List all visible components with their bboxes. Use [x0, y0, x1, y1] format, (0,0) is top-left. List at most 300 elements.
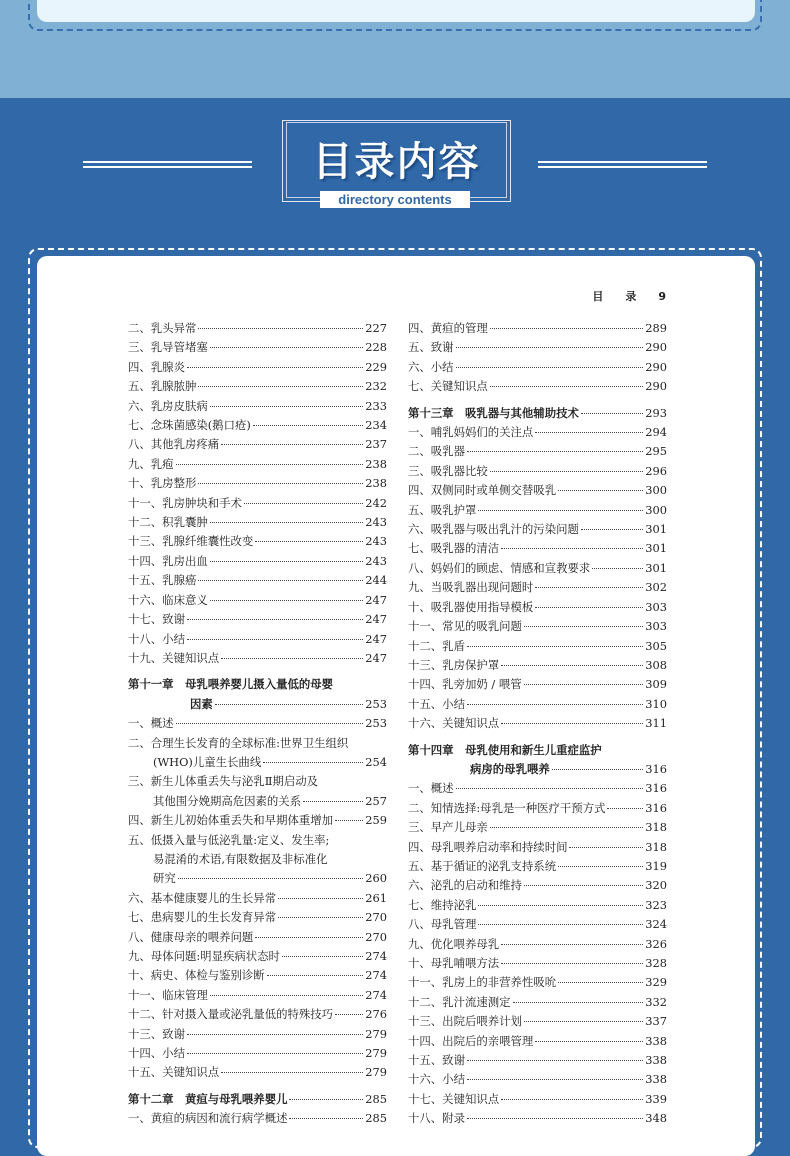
toc-entry [128, 494, 387, 513]
toc-entry-title: 五、乳腺脓肿 [128, 379, 197, 394]
dot-leader [552, 769, 644, 770]
toc-line [128, 513, 387, 532]
toc-entry-title: 二、知情选择:母乳是一种医疗干预方式 [408, 800, 606, 815]
toc-line [408, 799, 667, 818]
toc-line [408, 695, 667, 714]
toc-entry-title: 四、乳腺炎 [128, 359, 185, 374]
toc-line [408, 1051, 667, 1070]
toc-line [408, 656, 667, 675]
toc-page-number: 229 [365, 359, 387, 374]
toc-entry [128, 474, 387, 493]
toc-line [128, 1025, 387, 1044]
toc-line [128, 610, 387, 629]
toc-entry [128, 1109, 387, 1128]
toc-entry [128, 610, 387, 629]
dot-leader [198, 483, 363, 484]
toc-line [128, 1044, 387, 1063]
toc-line [408, 1012, 667, 1031]
toc-entry-title: 十三、乳房保护罩 [408, 657, 500, 672]
toc-entry-title: 八、其他乳房疼痛 [128, 437, 220, 452]
dot-leader [187, 367, 363, 368]
toc-entry [128, 513, 387, 532]
toc-entry [408, 598, 667, 617]
toc-page-number: 338 [645, 1053, 667, 1068]
toc-entry [128, 908, 387, 927]
toc-page-number: 274 [365, 949, 387, 963]
toc-line [408, 358, 667, 377]
toc-line [408, 462, 667, 481]
toc-entry [408, 559, 667, 578]
dot-leader [335, 820, 363, 821]
dot-leader [221, 444, 363, 445]
toc-entry-title: 十五、乳腺癌 [128, 573, 197, 588]
toc-line [408, 954, 667, 973]
toc-line [128, 397, 387, 416]
dot-leader [490, 328, 644, 329]
toc-line [128, 532, 387, 551]
toc-entry-title: 十九、关键知识点 [128, 650, 220, 665]
toc-page-number: 328 [645, 956, 667, 970]
toc-entry-title: 六、泌乳的启动和维持 [408, 878, 522, 893]
dot-leader [501, 665, 643, 666]
toc-line [128, 571, 387, 590]
toc-page-number: 247 [365, 592, 387, 607]
toc-line [408, 714, 667, 733]
toc-entry-title: 十二、乳盾 [408, 638, 465, 653]
dot-leader [210, 406, 364, 407]
toc-entry-title: 九、母体问题:明显疾病状态时 [128, 949, 280, 963]
dot-leader [478, 905, 643, 906]
toc-entry-title: 十二、乳汁流速测定 [408, 994, 511, 1009]
toc-page-number: 247 [365, 650, 387, 665]
dot-leader [263, 762, 363, 763]
toc-line [128, 734, 387, 753]
toc-page-number: 295 [645, 444, 667, 459]
toc-line [408, 741, 667, 760]
toc-page-number: 254 [365, 754, 387, 769]
toc-entry [128, 532, 387, 551]
toc-entry-title: 九、当吸乳器出现问题时 [408, 580, 534, 595]
toc-page-number: 309 [645, 677, 667, 692]
toc-entry [408, 319, 667, 338]
toc-entry-title: 易混淆的术语,有限数据及非标准化 [153, 851, 328, 866]
dot-leader [210, 561, 364, 562]
dot-leader [467, 646, 643, 647]
toc-page-number: 276 [365, 1007, 387, 1022]
toc-entry [408, 973, 667, 992]
toc-entry-title: 十三、致谢 [128, 1026, 185, 1041]
dot-leader [501, 963, 643, 964]
toc-page-number: 244 [365, 573, 387, 588]
dot-leader [178, 878, 363, 879]
toc-line [128, 494, 387, 513]
toc-entry [128, 1044, 387, 1063]
toc-page-number: 228 [365, 340, 387, 355]
toc-line [128, 1090, 387, 1109]
toc-entry-title: 十四、乳房出血 [128, 553, 208, 568]
toc-line [128, 591, 387, 610]
toc-entry-title: 十一、临床管理 [128, 987, 208, 1002]
toc-entry [408, 714, 667, 733]
toc-page-number: 247 [365, 612, 387, 627]
toc-page-number: 303 [645, 619, 667, 634]
dot-leader [581, 529, 643, 530]
toc-line [128, 675, 387, 694]
toc-entry [128, 811, 387, 830]
toc-entry-title: 三、早产儿母亲 [408, 820, 488, 835]
toc-page-number: 270 [365, 910, 387, 925]
toc-entry [128, 966, 387, 985]
toc-page-number: 348 [645, 1111, 667, 1126]
dot-leader [176, 723, 364, 724]
toc-entry [128, 1025, 387, 1044]
toc-entry-title: 四、母乳喂养启动率和持续时间 [408, 839, 568, 854]
toc-entry-title: 十五、关键知识点 [128, 1065, 220, 1080]
toc-entry-title: 五、低摄入量与低泌乳量:定义、发生率; [128, 832, 330, 847]
toc-entry [408, 539, 667, 558]
dot-leader [210, 600, 364, 601]
toc-line [408, 539, 667, 558]
toc-page-number: 319 [645, 858, 667, 873]
toc-line [408, 404, 667, 423]
toc-page-number: 247 [365, 631, 387, 646]
toc-entry [128, 889, 387, 908]
dot-leader [244, 503, 363, 504]
toc-entry-title: 十八、小结 [128, 631, 185, 646]
toc-page-number: 316 [645, 761, 667, 776]
section-title: 目录内容 [312, 139, 481, 185]
toc-page-number: 238 [365, 476, 387, 491]
dot-leader [267, 975, 364, 976]
toc-line [128, 416, 387, 435]
toc-page-number: 279 [365, 1065, 387, 1080]
dot-leader [335, 1014, 363, 1015]
toc-line [128, 850, 387, 869]
toc-entry [408, 1051, 667, 1070]
toc-entry [408, 442, 667, 461]
toc-page-number: 329 [645, 975, 667, 990]
dot-leader [187, 639, 363, 640]
toc-entry [128, 455, 387, 474]
toc-entry-title: 十四、乳旁加奶 / 喂管 [408, 677, 522, 692]
toc-page-number: 294 [645, 425, 667, 440]
toc-line [408, 481, 667, 500]
toc-line [408, 442, 667, 461]
toc-entry-title: 十六、小结 [408, 1072, 465, 1087]
toc-page-number: 320 [645, 878, 667, 893]
toc-entry-title: 十三、出院后喂养计划 [408, 1014, 522, 1029]
toc-page-number: 300 [645, 483, 667, 498]
dot-leader [478, 924, 643, 925]
dot-leader [176, 464, 364, 465]
toc-entry-title: 五、基于循证的泌乳支持系统 [408, 858, 557, 873]
toc-entry [408, 857, 667, 876]
toc-entry [128, 338, 387, 357]
toc-entry [408, 675, 667, 694]
toc-page-number: 311 [645, 716, 667, 731]
dot-leader [456, 347, 644, 348]
toc-page-number: 290 [645, 359, 667, 374]
toc-line [408, 1090, 667, 1109]
toc-entry-title: 四、双侧同时或单侧交替吸乳 [408, 483, 557, 498]
toc-line [408, 598, 667, 617]
toc-line [128, 792, 387, 811]
toc-entry [128, 591, 387, 610]
toc-page-number: 302 [645, 580, 667, 595]
toc-entry-title: 五、致谢 [408, 340, 454, 355]
toc-entry-title: 十五、小结 [408, 696, 465, 711]
dot-leader [524, 684, 644, 685]
toc-entry-title: 一、黄疸的病因和流行病学概述 [128, 1111, 288, 1126]
dot-leader [221, 1072, 363, 1073]
toc-page-number: 316 [645, 800, 667, 815]
toc-entry [408, 617, 667, 636]
toc-entry-title: 七、念珠菌感染(鹅口疮) [128, 418, 251, 433]
toc-page-number: 337 [645, 1014, 667, 1029]
toc-entry [128, 1005, 387, 1024]
toc-line [128, 474, 387, 493]
toc-entry [128, 416, 387, 435]
toc-entry [408, 818, 667, 837]
toc-line [408, 1070, 667, 1089]
toc-entry [408, 915, 667, 934]
toc-entry-title: 十、病史、体检与鉴别诊断 [128, 968, 265, 983]
dot-leader [467, 451, 643, 452]
dot-leader [467, 1060, 643, 1061]
toc-entry [408, 520, 667, 539]
toc-page-number: 279 [365, 1026, 387, 1041]
toc-entry-title: 其他围分娩期高危因素的关系 [153, 793, 302, 808]
dot-leader [210, 347, 364, 348]
toc-line [128, 753, 387, 772]
toc-entry-title: 三、吸乳器比较 [408, 463, 488, 478]
toc-entry-title: 十一、乳房肿块和手术 [128, 495, 242, 510]
toc-line [408, 760, 667, 779]
toc-page-number: 233 [365, 398, 387, 413]
toc-page-number: 259 [365, 813, 387, 828]
dot-leader [303, 801, 363, 802]
toc-entry-title: 二、合理生长发育的全球标准:世界卫生组织 [128, 735, 349, 750]
toc-line [408, 876, 667, 895]
toc-line [408, 993, 667, 1012]
toc-entry [128, 928, 387, 947]
toc-page-number: 279 [365, 1046, 387, 1061]
dot-leader [278, 917, 363, 918]
toc-entry [408, 896, 667, 915]
toc-line [408, 423, 667, 442]
toc-entry [408, 993, 667, 1012]
toc-page-number: 285 [365, 1091, 387, 1106]
toc-page-number: 316 [645, 781, 667, 796]
toc-entry-title: 第十四章 母乳使用和新生儿重症监护 [408, 742, 602, 757]
dot-leader [187, 1034, 363, 1035]
toc-entry [408, 935, 667, 954]
toc-page-number: 242 [365, 495, 387, 510]
toc-entry [408, 1109, 667, 1128]
toc-entry-title: 一、概述 [408, 781, 454, 796]
toc-entry-title: 十六、关键知识点 [408, 716, 500, 731]
toc-entry-title: 六、小结 [408, 359, 454, 374]
toc-line [128, 928, 387, 947]
toc-line [128, 455, 387, 474]
toc-line [408, 779, 667, 798]
toc-entry [128, 1063, 387, 1082]
toc-entry-title: 六、基本健康婴儿的生长异常 [128, 890, 277, 905]
toc-page-number: 285 [365, 1111, 387, 1126]
dot-leader [524, 1021, 643, 1022]
dot-leader [581, 413, 643, 414]
toc-page-number: 326 [645, 936, 667, 951]
toc-entry-title: 一、哺乳妈妈们的关注点 [408, 425, 534, 440]
decor-line-right [538, 161, 707, 168]
dot-leader [289, 1118, 363, 1119]
toc-line [128, 1063, 387, 1082]
toc-entry-title: 三、新生儿体重丢失与泌乳Ⅱ期启动及 [128, 774, 318, 789]
toc-entry-title: 十、吸乳器使用指导模板 [408, 599, 534, 614]
toc-line [408, 1109, 667, 1128]
toc-line [128, 772, 387, 791]
section-subtitle: directory contents [320, 191, 470, 208]
dot-leader [187, 619, 363, 620]
toc-entry [128, 571, 387, 590]
dot-leader [592, 568, 643, 569]
toc-page-number: 261 [365, 890, 387, 905]
dot-leader [501, 548, 643, 549]
toc-entry [128, 358, 387, 377]
toc-chapter [128, 675, 387, 714]
dot-leader [456, 788, 644, 789]
toc-entry [408, 501, 667, 520]
toc-entry-title: 二、吸乳器 [408, 444, 465, 459]
toc-line [408, 520, 667, 539]
toc-line [408, 559, 667, 578]
toc-chapter [408, 404, 667, 423]
dot-leader [501, 723, 643, 724]
toc-page-number: 232 [365, 379, 387, 394]
toc-line [128, 649, 387, 668]
dot-leader [253, 425, 363, 426]
toc-line [408, 935, 667, 954]
dot-leader [255, 937, 363, 938]
toc-line [128, 695, 387, 714]
toc-entry-title: 十六、临床意义 [128, 592, 208, 607]
toc-entry [128, 552, 387, 571]
toc-entry-title: 八、健康母亲的喂养问题 [128, 929, 254, 944]
toc-entry-title: 第十二章 黄疸与母乳喂养婴儿 [128, 1091, 288, 1106]
dot-leader [210, 995, 364, 996]
toc-page-number: 301 [645, 541, 667, 556]
toc-entry [408, 578, 667, 597]
toc-entry-title: 第十三章 吸乳器与其他辅助技术 [408, 405, 579, 420]
decor-line-left [83, 161, 252, 168]
toc-line [408, 319, 667, 338]
toc-entry [408, 876, 667, 895]
toc-page-number: 318 [645, 839, 667, 854]
toc-entry [408, 779, 667, 798]
dot-leader [255, 541, 363, 542]
dot-leader [490, 386, 644, 387]
toc-page-number: 290 [645, 379, 667, 394]
toc-entry-title: 四、新生儿初始体重丢失和早期体重增加 [128, 813, 334, 828]
toc-line [408, 973, 667, 992]
toc-entry-title: 一、概述 [128, 716, 174, 731]
toc-entry-title: 十一、乳房上的非营养性吸吮 [408, 975, 557, 990]
toc-line [408, 838, 667, 857]
toc-line [408, 857, 667, 876]
toc-line [408, 501, 667, 520]
toc-chapter [408, 741, 667, 780]
toc-line [408, 637, 667, 656]
toc-entry [408, 481, 667, 500]
dot-leader [569, 847, 643, 848]
toc-page-number: 323 [645, 897, 667, 912]
toc-page-number: 290 [645, 340, 667, 355]
toc-page-number: 318 [645, 820, 667, 835]
toc-entry-title: 十、乳房整形 [128, 476, 197, 491]
dot-leader [215, 704, 363, 705]
toc-page-number: 274 [365, 987, 387, 1002]
toc-line [408, 617, 667, 636]
toc-entry-title: 十七、致谢 [128, 612, 185, 627]
toc-entry-title: 十八、附录 [408, 1111, 465, 1126]
toc-line [408, 578, 667, 597]
toc-line [128, 869, 387, 888]
toc-entry-title: 九、优化喂养母乳 [408, 936, 500, 951]
toc-page-number: 300 [645, 502, 667, 517]
toc-entry-title: 十七、关键知识点 [408, 1091, 500, 1106]
toc-line [128, 319, 387, 338]
toc-entry [128, 319, 387, 338]
toc-entry [408, 338, 667, 357]
dot-leader [456, 367, 644, 368]
toc-page-number: 289 [645, 321, 667, 335]
toc-line [128, 377, 387, 396]
toc-page-number: 243 [365, 553, 387, 568]
toc-entry-title: 六、乳房皮肤病 [128, 398, 208, 413]
toc-entry [408, 462, 667, 481]
toc-line [128, 1109, 387, 1128]
toc-entry [408, 1012, 667, 1031]
toc-page-number: 310 [645, 696, 667, 711]
dot-leader [501, 1099, 643, 1100]
toc-line [408, 818, 667, 837]
toc-column-right [408, 319, 667, 1129]
toc-page-number: 234 [365, 418, 387, 433]
dot-leader [607, 808, 643, 809]
toc-entry [408, 799, 667, 818]
top-section [0, 0, 790, 98]
toc-page-number: 338 [645, 1072, 667, 1087]
toc-entry-title: 十二、针对摄入量或泌乳量低的特殊技巧 [128, 1007, 334, 1022]
toc-page-number: 308 [645, 657, 667, 672]
dot-leader [478, 510, 643, 511]
toc-entry-title: 七、吸乳器的清洁 [408, 541, 500, 556]
toc-line [408, 338, 667, 357]
toc-line [408, 377, 667, 396]
toc-entry-title: 十四、小结 [128, 1046, 185, 1061]
toc-entry [408, 423, 667, 442]
toc-page-number: 227 [365, 321, 387, 335]
toc-page-number: 332 [645, 994, 667, 1009]
toc-page-number: 303 [645, 599, 667, 614]
dot-leader [535, 607, 643, 608]
dot-leader [198, 580, 363, 581]
toc-line [408, 915, 667, 934]
toc-entry-title: 十、母乳哺喂方法 [408, 956, 500, 970]
toc-page-number: 253 [365, 696, 387, 711]
dot-leader [501, 944, 643, 945]
toc-entry [408, 656, 667, 675]
